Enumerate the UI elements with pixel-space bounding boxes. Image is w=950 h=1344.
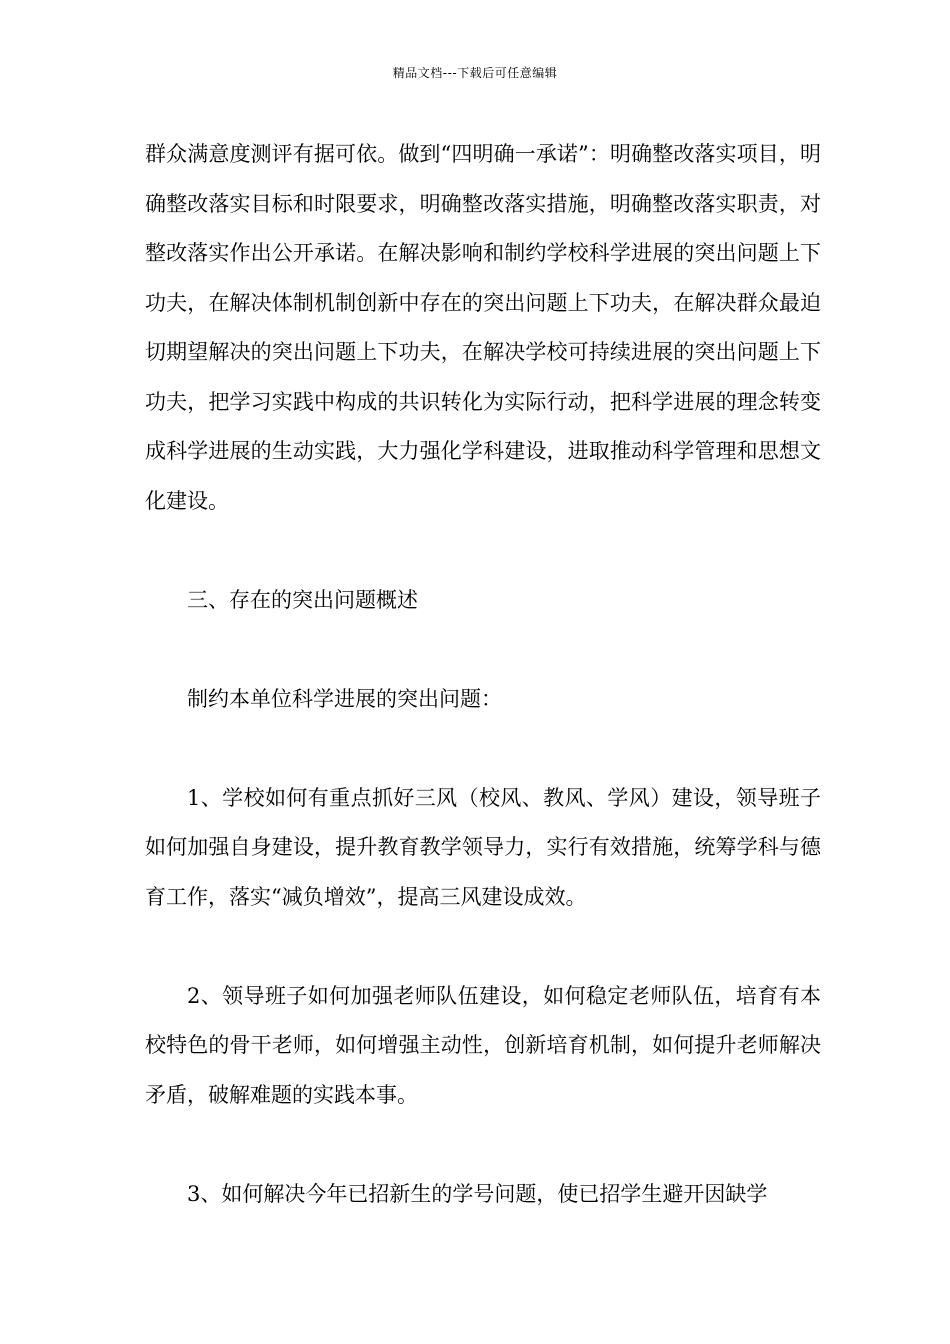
paragraph-item-2: 2、领导班子如何加强老师队伍建设，如何稳定老师队伍，培育有本校特色的骨干老师，如何增强主动性，创新培育机制，如何提升老师解决矛盾，破解难题的实践本事。 xyxy=(145,983,821,1107)
paragraph-item-1: 1、学校如何有重点抓好三风（校风、教风、学风）建设，领导班子如何加强自身建设，提升教育教学领导力，实行有效措施，统筹学科与德育工作，落实“减负增效”，提高三风建设成效。 xyxy=(145,785,821,909)
paragraph-intro: 制约本单位科学进展的突出问题： xyxy=(187,686,502,711)
document-body xyxy=(145,130,821,1219)
paragraph-continuation: 群众满意度测评有据可依。做到“四明确一承诺”：明确整改落实项目，明确整改落实目标和时限要求，明确整改落实措施，明确整改落实职责，对整改落实作出公开承诺。在解决影响和制约学校科学进展的突出问题上下功夫，在解决体制机制创新中存在的突出问题上下功夫，在解决群众最迫切期望解决的突出问题上下功夫，在解决学校可持续进展的突出问题上下功夫，把学习实践中构成的共识转化为实际行动，把科学进展的理念转变成科学进展的生动实践，大力强化学科建设，进取推动科学管理和思想文化建设。 xyxy=(145,142,821,513)
page-header: 精品文档---下载后可任意编辑 xyxy=(392,66,558,80)
section-heading: 三、存在的突出问题概述 xyxy=(187,587,418,612)
paragraph-item-3: 3、如何解决今年已招新生的学号问题，使已招学生避开因缺学 xyxy=(187,1181,768,1206)
